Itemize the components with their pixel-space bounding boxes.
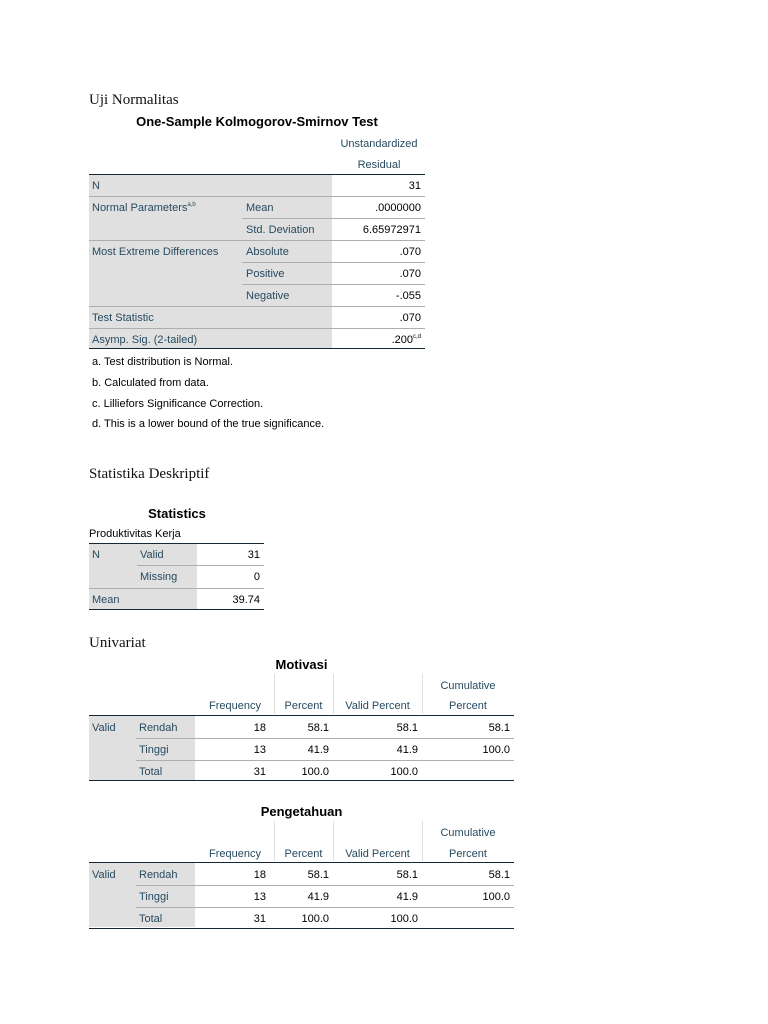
stats-n-label: N xyxy=(92,549,100,561)
freq-header-frequency: Frequency xyxy=(209,700,261,712)
freq-row-label: Total xyxy=(139,913,163,925)
ks-table-title: One-Sample Kolmogorov-Smirnov Test xyxy=(136,114,378,129)
freq-row-frequency: 18 xyxy=(253,869,266,881)
freq-row-percent: 100.0 xyxy=(301,766,329,778)
freq-header-cumulative-1: Cumulative xyxy=(440,827,496,839)
ks-sd-label: Std. Deviation xyxy=(246,224,315,236)
freq-row-cumulative xyxy=(422,761,514,783)
freq-header-valid-percent: Valid Percent xyxy=(345,848,410,860)
freq-row-valid-percent: 58.1 xyxy=(396,722,418,734)
stats-valid-label: Valid xyxy=(140,549,164,561)
ks-absolute-label: Absolute xyxy=(246,246,289,258)
freq-row-valid-percent: 100.0 xyxy=(390,766,418,778)
stats-missing-label: Missing xyxy=(140,571,178,583)
freq-row-percent: 58.1 xyxy=(307,869,329,881)
freq-row-label: Rendah xyxy=(139,722,178,734)
ks-n-label: N xyxy=(92,180,100,192)
ks-normal-params-label: Normal Parameters$^{a,b}$ xyxy=(92,202,196,214)
freq-row-frequency: 31 xyxy=(253,913,266,925)
freq-row-valid-percent: 41.9 xyxy=(396,891,418,903)
ks-footnote-b: b. Calculated from data. xyxy=(92,377,209,389)
stats-missing-value: 0 xyxy=(253,571,260,583)
ks-asymp-label: Asymp. Sig. (2-tailed) xyxy=(92,334,198,346)
freq-row-cumulative: 58.1 xyxy=(488,869,510,881)
freq-row-cumulative: 100.0 xyxy=(482,891,510,903)
ks-mean-label: Mean xyxy=(246,202,274,214)
ks-asymp-sup: c,d xyxy=(412,334,421,340)
freq-row-cumulative: 58.1 xyxy=(488,722,510,734)
ks-footnote-a: a. Test distribution is Normal. xyxy=(92,356,234,368)
freq-table-title: Pengetahuan xyxy=(260,804,343,819)
freq-row-cumulative xyxy=(422,908,514,930)
freq-row-frequency: 18 xyxy=(253,722,266,734)
freq-row-percent: 58.1 xyxy=(307,722,329,734)
freq-row-cumulative: 100.0 xyxy=(482,744,510,756)
section-heading-univariate: Univariat xyxy=(89,635,146,651)
ks-test-stat-value: .070 xyxy=(399,312,421,324)
stats-variable-name: Produktivitas Kerja xyxy=(89,528,181,540)
ks-asymp-value: .200$^{c,d}$ xyxy=(391,334,421,346)
freq-row-frequency: 31 xyxy=(253,766,266,778)
ks-negative-label: Negative xyxy=(246,290,290,302)
ks-extreme-label: Most Extreme Differences xyxy=(92,246,219,258)
freq-row-frequency: 13 xyxy=(253,891,266,903)
section-heading-normality: Uji Normalitas xyxy=(89,92,179,108)
freq-row-valid-percent: 100.0 xyxy=(390,913,418,925)
freq-group-label: Valid xyxy=(92,869,116,881)
section-heading-descriptive: Statistika Deskriptif xyxy=(89,466,210,482)
ks-col-header-line2: Residual xyxy=(357,159,401,171)
ks-normal-params-sup: a,b xyxy=(187,202,196,208)
freq-row-valid-percent: 58.1 xyxy=(396,869,418,881)
stats-mean-label: Mean xyxy=(92,594,120,606)
ks-mean-value: .0000000 xyxy=(375,202,421,214)
freq-row-frequency: 13 xyxy=(253,744,266,756)
freq-row-label: Rendah xyxy=(139,869,178,881)
ks-sd-value: 6.65972971 xyxy=(362,224,421,236)
ks-absolute-value: .070 xyxy=(399,246,421,258)
freq-header-valid-percent: Valid Percent xyxy=(345,700,410,712)
freq-group-label: Valid xyxy=(92,722,116,734)
ks-positive-value: .070 xyxy=(399,268,421,280)
freq-header-percent: Percent xyxy=(284,848,323,860)
freq-header-cumulative-2: Percent xyxy=(449,700,487,712)
freq-row-label: Total xyxy=(139,766,163,778)
stats-valid-value: 31 xyxy=(247,549,260,561)
ks-n-value: 31 xyxy=(408,180,421,192)
freq-header-frequency: Frequency xyxy=(209,848,261,860)
freq-table-title: Motivasi xyxy=(275,657,328,672)
ks-footnote-c: c. Lilliefors Significance Correction. xyxy=(92,398,264,410)
freq-header-cumulative-1: Cumulative xyxy=(440,680,496,692)
stats-mean-value: 39.74 xyxy=(232,594,260,606)
freq-header-cumulative-2: Percent xyxy=(449,848,487,860)
freq-row-label: Tinggi xyxy=(139,744,169,756)
freq-row-percent: 100.0 xyxy=(301,913,329,925)
ks-test-stat-label: Test Statistic xyxy=(92,312,154,324)
ks-positive-label: Positive xyxy=(246,268,285,280)
freq-header-percent: Percent xyxy=(284,700,323,712)
freq-row-valid-percent: 41.9 xyxy=(396,744,418,756)
ks-negative-value: -.055 xyxy=(395,290,421,302)
ks-col-header-line1: Unstandardized xyxy=(340,138,418,150)
freq-row-percent: 41.9 xyxy=(307,744,329,756)
stats-table-title: Statistics xyxy=(148,506,206,521)
ks-footnote-d: d. This is a lower bound of the true significance. xyxy=(92,418,325,430)
freq-row-label: Tinggi xyxy=(139,891,169,903)
freq-row-percent: 41.9 xyxy=(307,891,329,903)
